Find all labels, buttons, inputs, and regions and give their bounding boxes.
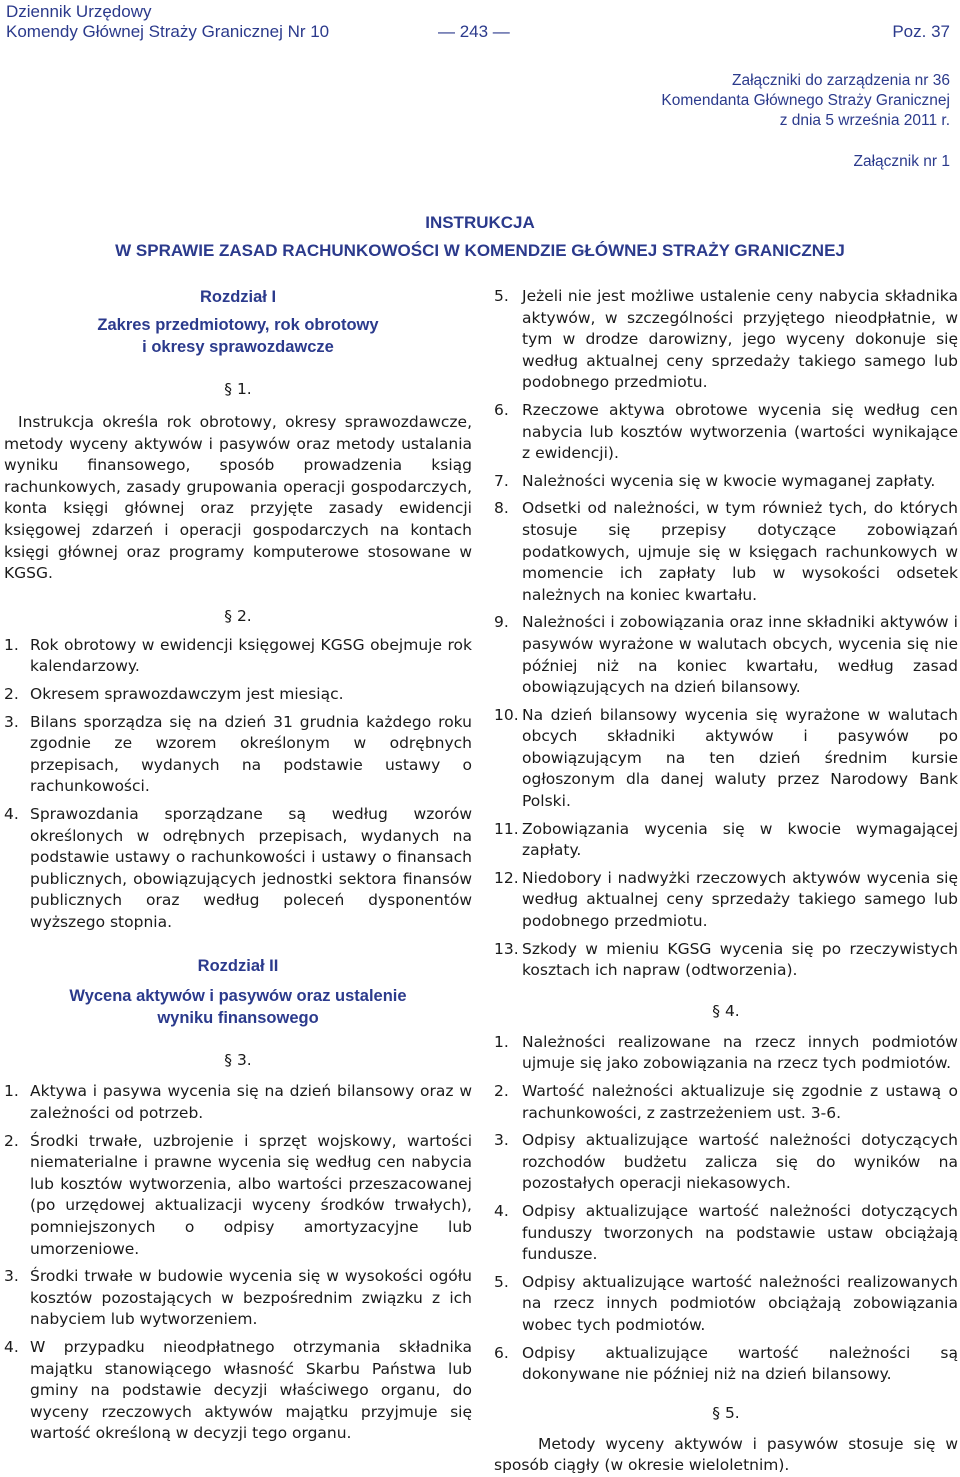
item-number: 2. — [4, 1131, 19, 1150]
list-item — [494, 1343, 958, 1386]
item-text: Należności i zobowiązania oraz inne składniki aktywów i pasywów wyrażone w walutach obcych, wycenia się nie później niż na koniec kwartału, według zasad obowiązujących na dzień bilansowy. — [522, 613, 958, 697]
numbered-list — [4, 1081, 472, 1445]
item-text: Bilans sporządza się na dzień 31 grudnia każdego roku zgodnie ze wzorem określonym w odrębnych przepisach, wydanych na podstawie ustawy o rachunkowości. — [30, 712, 472, 796]
item-text: Jeżeli nie jest możliwe ustalenie ceny nabycia składnika aktywów, w szczególności przyjętego nieodpłatnie, w tym w drodze darowizny, jego wyceny dokonuje się według aktualnej ceny sprzedaży takiego samego lub podobnego przedmiotu. — [522, 287, 958, 392]
item-number: 1. — [4, 635, 19, 654]
item-number: 11. — [494, 819, 519, 838]
list-item — [494, 868, 958, 933]
item-number: 3. — [494, 1131, 509, 1150]
item-text: Wartość należności aktualizuje się zgodnie z ustawą o rachunkowości, z zastrzeżeniem ust. 3-6. — [522, 1082, 958, 1122]
journal-issue: Komendy Głównej Straży Granicznej Nr 10 — [6, 22, 330, 41]
list-item — [494, 705, 958, 813]
document-title: INSTRUKCJA — [425, 213, 535, 232]
attachment-number: Załącznik nr 1 — [853, 153, 950, 170]
item-text: Sprawozdania sporządzane są według wzorów określonych w odrębnych przepisach, wydanych na podstawie ustawy o rachunkowości i ustawy o finansach publicznych, obowiązujących jednostki sektora finansów publicznych oraz według poleceń dysponentów wyższego stopnia. — [30, 804, 472, 931]
item-number: 3. — [4, 712, 19, 731]
list-item — [494, 498, 958, 606]
list-item — [494, 1081, 958, 1124]
position-number: Poz. 37 — [892, 22, 950, 41]
attachment-line: Załączniki do zarządzenia nr 36 — [732, 72, 950, 89]
list-item — [4, 635, 472, 678]
left-column — [4, 286, 472, 1451]
paragraph: Metody wyceny aktywów i pasywów stosuje się w sposób ciągły (w okresie wieloletnim). — [494, 1434, 958, 1475]
item-text: Rok obrotowy w ewidencji księgowej KGSG obejmuje rok kalendarzowy. — [30, 635, 472, 676]
list-item — [494, 612, 958, 698]
list-item — [494, 286, 958, 394]
item-number: 6. — [494, 400, 509, 419]
item-number: 7. — [494, 471, 509, 490]
item-text: Na dzień bilansowy wycenia się wyrażone w walutach obcych składniki aktywów i pasywów po obowiązującym na ten dzień średnim kursie ogłoszonym dla danej waluty przez Narodowy Bank Polski. — [522, 705, 958, 811]
list-item — [494, 400, 958, 465]
item-text: W przypadku nieodpłatnego otrzymania składnika majątku stanowiącego własność Skarbu Państwa lub gminy na podstawie decyzji właściwego organu, do wyceny rzeczowych aktywów majątku przyjmuje się wartość określoną w decyzji tego organu. — [30, 1338, 472, 1443]
item-number: 10. — [494, 705, 519, 724]
item-text: Środki trwałe w budowie wycenia się w wysokości ogółu kosztów pozostających w bezpośrednim związku z ich nabyciem lub wytworzeniem. — [30, 1267, 472, 1329]
numbered-list — [494, 286, 958, 982]
item-text: Odpisy aktualizujące wartość należności dotyczących rozchodów budżetu zalicza się do wyników na pozostałych operacji niekasowych. — [522, 1131, 958, 1193]
numbered-list — [4, 635, 472, 934]
item-number: 4. — [4, 1338, 19, 1356]
list-item — [494, 1272, 958, 1337]
list-item — [4, 1266, 472, 1331]
item-text: Odpisy aktualizujące wartość należności realizowanych na rzecz innych podmiotów obciążają zobowiązania wobec tych podmiotów. — [522, 1272, 958, 1334]
attachment-reference — [661, 71, 950, 131]
attachment-line: z dnia 5 września 2011 r. — [779, 112, 950, 129]
list-item — [494, 819, 958, 862]
section-heading: § 5. — [712, 1403, 740, 1422]
journal-title: Dziennik Urzędowy — [6, 2, 152, 21]
item-number: 1. — [4, 1082, 19, 1101]
document-subtitle: W SPRAWIE ZASAD RACHUNKOWOŚCI W KOMENDZIE GŁÓWNEJ STRAŻY GRANICZNEJ — [115, 241, 845, 260]
item-number: 9. — [494, 613, 509, 632]
item-text: Odpisy aktualizujące wartość należności są dokonywane nie później niż na dzień bilansowy. — [522, 1343, 958, 1384]
item-text: Odsetki od należności, w tym również tych, do których stosuje się przepisy dotyczące zobowiązań podatkowych, ujmuje się w księgach rachunkowych w momencie ich zapłaty lub w wysokości odsetek należnych na koniec kwartału. — [522, 499, 958, 604]
item-text: Aktywa i pasywa wycenia się na dzień bilansowy oraz w zależności od potrzeb. — [30, 1082, 472, 1123]
journal-header — [6, 2, 329, 42]
item-text: Należności wycenia się w kwocie wymaganej zapłaty. — [522, 471, 936, 490]
list-item — [494, 939, 958, 982]
list-item — [4, 684, 472, 706]
item-number: 1. — [494, 1032, 509, 1051]
list-item — [494, 1032, 958, 1075]
chapter-heading: Rozdział II — [197, 957, 279, 976]
item-number: 5. — [494, 1272, 509, 1291]
chapter-subtitle: Wycena aktywów i pasywów oraz ustalenie — [69, 987, 407, 1006]
page-number: — 243 — — [438, 22, 510, 41]
item-number: 8. — [494, 499, 509, 518]
list-item — [4, 804, 472, 934]
list-item — [4, 1131, 472, 1261]
item-number: 6. — [494, 1343, 509, 1362]
list-item — [494, 1130, 958, 1195]
item-text: Należności realizowane na rzecz innych podmiotów ujmuje się jako zobowiązania na rzecz tych podmiotów. — [522, 1032, 958, 1073]
right-column — [494, 286, 958, 1477]
section-heading: § 4. — [712, 1001, 740, 1020]
chapter-subtitle: i okresy sprawozdawcze — [142, 338, 334, 356]
item-text: Zobowiązania wycenia się w kwocie wymagającej zapłaty. — [522, 819, 958, 860]
item-text: Środki trwałe, uzbrojenie i sprzęt wojskowy, wartości niematerialne i prawne wycenia się według cen nabycia lub kosztów wytworzenia, albo wartości przeszacowanej (po urzędowej aktualizacji wyceny środków trwałych), pomniejszonych o odpisy amortyzacyjne lub umorzeniowe. — [30, 1131, 472, 1258]
section-heading: § 2. — [224, 606, 252, 625]
item-text: Okresem sprawozdawczym jest miesiąc. — [30, 684, 344, 703]
section-heading: § 1. — [224, 380, 252, 398]
item-number: 2. — [4, 684, 19, 703]
list-item — [4, 1081, 472, 1124]
numbered-list — [494, 1032, 958, 1386]
item-text: Szkody w mieniu KGSG wycenia się po rzeczywistych kosztach ich napraw (odtworzenia). — [522, 939, 958, 980]
item-text: Odpisy aktualizujące wartość należności dotyczących funduszy tworzonych na podstawie ustaw obciążają fundusze. — [522, 1201, 958, 1264]
chapter-heading: Rozdział I — [199, 288, 277, 306]
item-number: 3. — [4, 1267, 19, 1286]
item-number: 4. — [494, 1201, 509, 1220]
chapter-subtitle: Zakres przedmiotowy, rok obrotowy — [97, 316, 379, 334]
item-number: 12. — [494, 868, 519, 887]
item-text: Rzeczowe aktywa obrotowe wycenia się według cen nabycia lub kosztów wytworzenia (wartości wynikające z ewidencji). — [522, 400, 958, 463]
list-item — [494, 471, 958, 493]
item-text: Niedobory i nadwyżki rzeczowych aktywów wycenia się według aktualnej ceny sprzedaży takiego samego lub podobnego przedmiotu. — [522, 868, 958, 931]
section-heading: § 3. — [224, 1051, 252, 1070]
list-item — [494, 1201, 958, 1266]
item-number: 13. — [494, 939, 519, 958]
paragraph: Instrukcja określa rok obrotowy, okresy sprawozdawcze, metody wyceny aktywów i pasywów oraz metody ustalania wyniku finansowego, sposób prowadzenia ksiąg rachunkowych, zasady grupowania operacji gospodarczych, konta księgi głównej oraz przyjęte zasady ewidencji księgowej zdarzeń i operacji gospodarczych na kontach księgi głównej oraz programy komputerowe stosowane w KGSG. — [4, 413, 472, 583]
attachment-line: Komendanta Głównego Straży Granicznej — [661, 92, 950, 109]
item-number: 2. — [494, 1082, 509, 1100]
item-number: 4. — [4, 804, 19, 823]
list-item — [4, 712, 472, 798]
item-number: 5. — [494, 287, 509, 305]
chapter-subtitle: wyniku finansowego — [157, 1009, 319, 1028]
